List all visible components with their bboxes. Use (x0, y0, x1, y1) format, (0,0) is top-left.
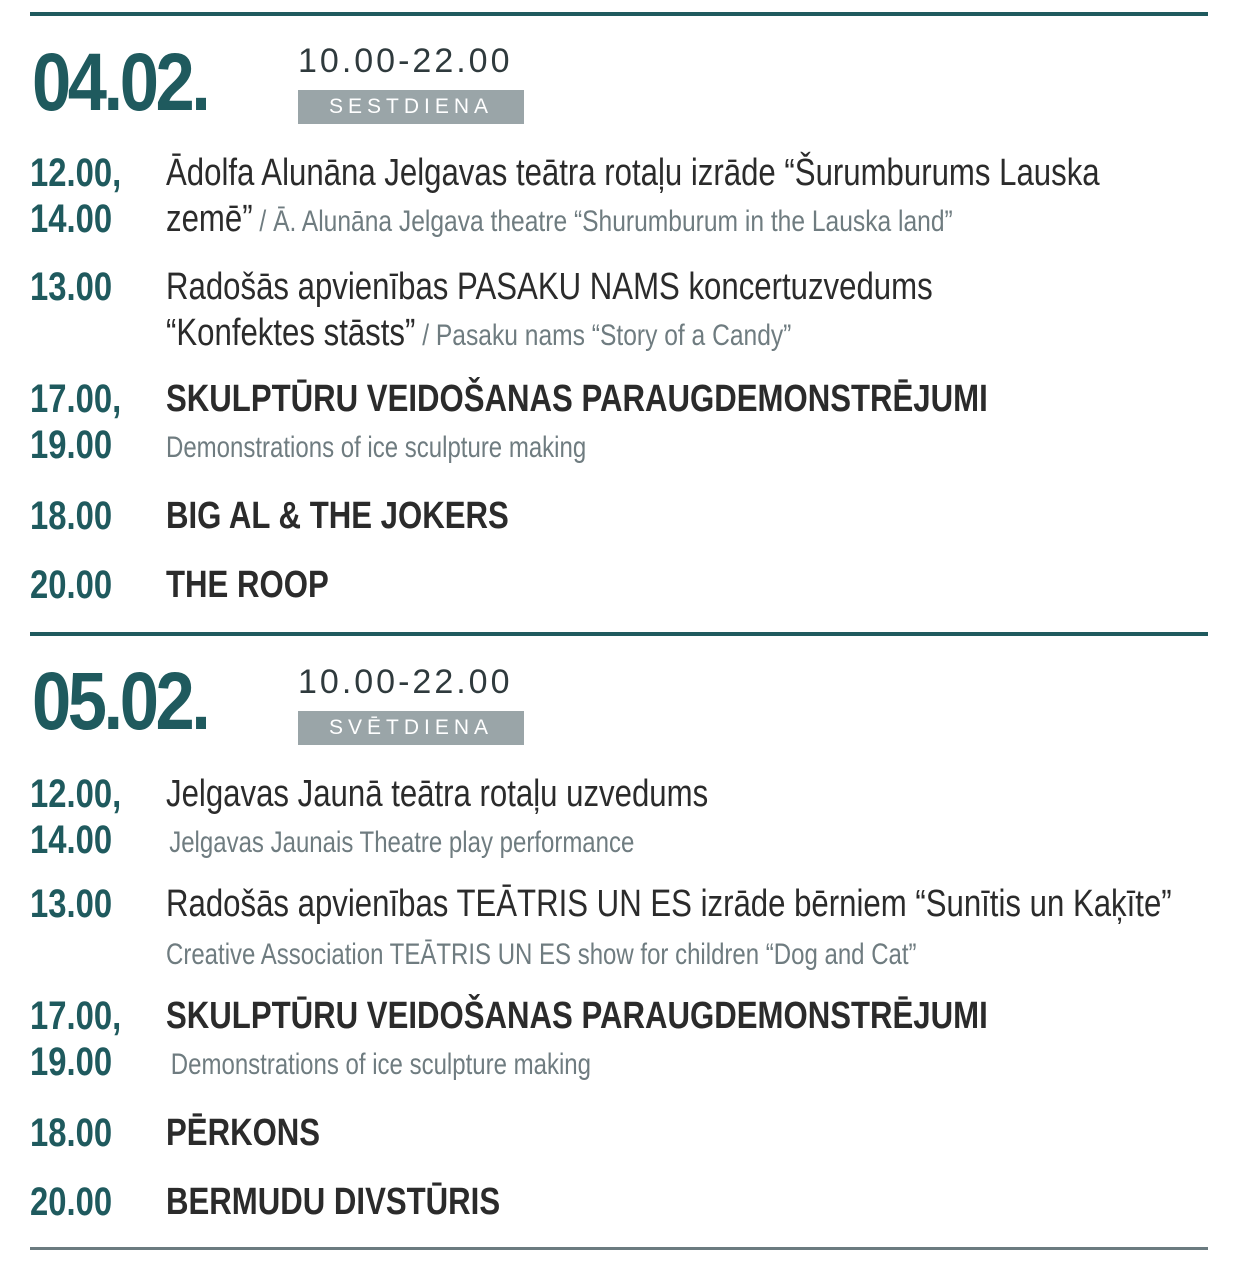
opening-hours: 10.00-22.00 (298, 42, 513, 80)
event-title-line: Ādolfa Alunāna Jelgavas teātra rotaļu izrāde “Šurumburums Lauska (166, 152, 1100, 194)
event-time-2: 19.00 (30, 423, 113, 467)
event-title-line: Radošās apvienības PASAKU NAMS koncertuzvedums (166, 266, 933, 308)
event-title-cont: zemē” (166, 198, 253, 240)
event-title: SKULPTŪRU VEIDOŠANAS PARAUGDEMONSTRĒJUMI (166, 378, 988, 420)
event-title-line: Radošās apvienības TEĀTRIS UN ES izrāde bērniem “Sunītis un Kaķīte” (166, 883, 1172, 925)
event-translation: Demonstrations of ice sculpture making (166, 431, 587, 464)
event-title: PĒRKONS (166, 1112, 321, 1154)
weekday-badge: SESTDIENA (298, 90, 524, 124)
event-time-2: 14.00 (30, 818, 113, 862)
day-date: 04.02. (32, 37, 208, 128)
event-time: 20.00 (30, 1180, 113, 1224)
event-time: 13.00 (30, 265, 113, 309)
event-time-2: 14.00 (30, 197, 113, 241)
event-time: 12.00, (30, 772, 122, 816)
event-title-cont: “Konfektes stāsts” (166, 312, 416, 354)
event-translation: / Pasaku nams “Story of a Candy” (415, 319, 792, 352)
event-time: 20.00 (30, 563, 113, 607)
bottom-divider (30, 1247, 1208, 1250)
event-time: 13.00 (30, 882, 113, 926)
event-title-line (166, 310, 1035, 359)
event-time: 18.00 (30, 494, 113, 538)
event-translation: Jelgavas Jaunais Theatre play performance (169, 826, 635, 859)
event-title-line: Jelgavas Jaunā teātra rotaļu uzvedums (166, 773, 709, 815)
day-date: 05.02. (32, 656, 208, 747)
event-title: BIG AL & THE JOKERS (166, 495, 509, 537)
event-title-line (166, 196, 1035, 245)
section-divider (30, 632, 1208, 636)
event-time: 18.00 (30, 1111, 113, 1155)
event-translation: Demonstrations of ice sculpture making (170, 1048, 591, 1081)
event-time: 12.00, (30, 151, 122, 195)
event-translation: / Ā. Alunāna Jelgava theatre “Shurumburum in the Lauska land” (252, 205, 953, 238)
event-title: THE ROOP (166, 564, 329, 606)
weekday-badge: SVĒTDIENA (298, 711, 524, 745)
event-translation: Creative Association TEĀTRIS UN ES show for children “Dog and Cat” (166, 938, 917, 971)
event-title: SKULPTŪRU VEIDOŠANAS PARAUGDEMONSTRĒJUMI (166, 995, 988, 1037)
top-divider (30, 12, 1208, 16)
opening-hours: 10.00-22.00 (298, 663, 513, 701)
event-time: 17.00, (30, 377, 122, 421)
event-time-2: 19.00 (30, 1040, 113, 1084)
event-time: 17.00, (30, 994, 122, 1038)
event-title: BERMUDU DIVSTŪRIS (166, 1181, 501, 1223)
